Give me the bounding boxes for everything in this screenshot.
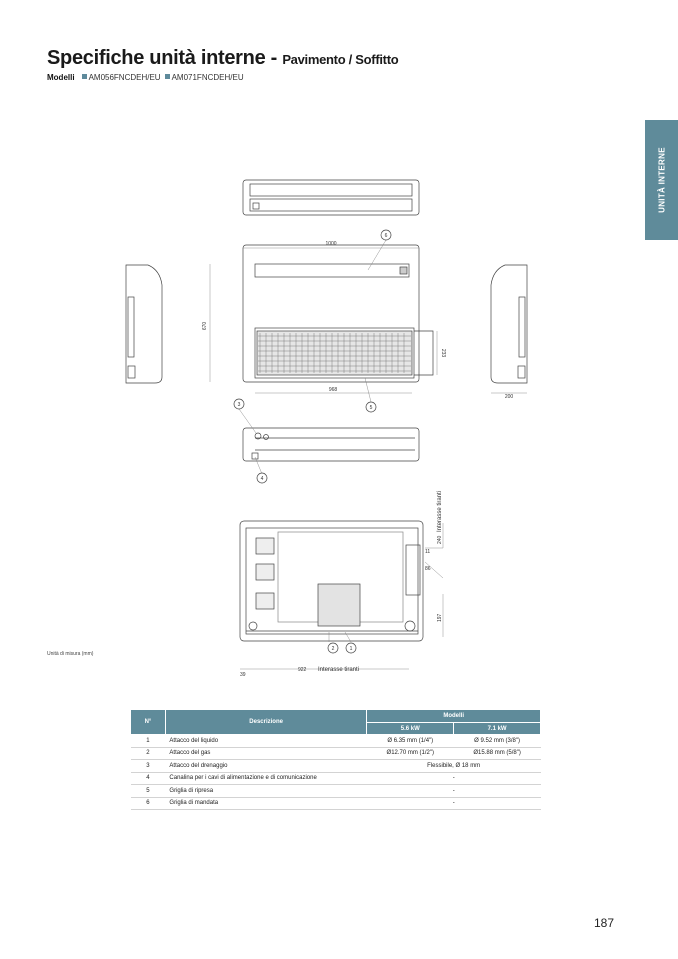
row-value: Ø12.70 mm (1/2") — [367, 747, 454, 760]
title-separator: - — [270, 47, 278, 69]
table-row — [131, 797, 541, 810]
table-row — [131, 747, 541, 760]
table-header-description: Descrizione — [165, 710, 366, 735]
model-name: AM056FNCDEH/EU — [88, 73, 161, 82]
bottom-view-outline — [243, 428, 419, 461]
left-side-view — [126, 265, 162, 383]
table-header-no: N° — [131, 710, 166, 735]
dimension-depth: 200 — [504, 394, 514, 400]
table-row — [131, 785, 541, 798]
row-value: - — [367, 797, 541, 810]
table-header-model-col: 7.1 kW — [454, 723, 541, 735]
row-number: 2 — [131, 747, 166, 760]
table-row — [131, 760, 541, 773]
dimension-right-small: 86 — [425, 566, 431, 572]
table-row — [131, 772, 541, 785]
row-value: Ø 9.52 mm (3/8") — [454, 735, 541, 748]
row-number: 1 — [131, 735, 166, 748]
right-side-view — [491, 265, 527, 393]
row-description: Attacco del liquido — [165, 735, 366, 748]
row-number: 6 — [131, 797, 166, 810]
callout-number: 2 — [331, 646, 335, 652]
table-row — [131, 735, 541, 748]
unit-note: Unità di misura (mm) — [47, 651, 94, 657]
dimension-right-top: 240 — [437, 535, 443, 544]
row-value: Ø15.88 mm (5/8") — [454, 747, 541, 760]
callout-number: 1 — [349, 646, 353, 652]
title-subtitle: Pavimento / Soffitto — [282, 52, 399, 67]
row-value: Ø 6.35 mm (1/4") — [367, 735, 454, 748]
row-description: Attacco del gas — [165, 747, 366, 760]
table-header-model-col: 5.6 kW — [367, 723, 454, 735]
row-description: Canalina per i cavi di alimentazione e di comunicazione — [165, 772, 366, 785]
row-number: 5 — [131, 785, 166, 798]
dimension-bottom-small: 39 — [240, 672, 246, 678]
page-number: 187 — [594, 916, 615, 930]
dimension-width: 1000 — [325, 241, 337, 247]
rear-view-outline — [240, 521, 423, 641]
spec-table — [130, 709, 541, 810]
row-description: Griglia di mandata — [165, 797, 366, 810]
callout-number: 4 — [260, 476, 264, 482]
top-view-outline — [243, 180, 419, 215]
section-side-tab-label: UNITÀ INTERNE — [657, 147, 666, 213]
row-number: 3 — [131, 760, 166, 773]
row-value: - — [367, 772, 541, 785]
table-header-models: Modelli — [367, 710, 541, 723]
model-name: AM071FNCDEH/EU — [171, 73, 244, 82]
dimension-right-label: Interasse tiranti — [437, 490, 443, 532]
dimension-height: 670 — [202, 321, 208, 331]
callout-number: 6 — [384, 233, 388, 239]
dimension-grille-height: 233 — [440, 348, 446, 358]
callout-number: 5 — [369, 405, 373, 411]
row-description: Attacco del drenaggio — [165, 760, 366, 773]
dimension-hanger-label: Interasse tiranti — [318, 667, 360, 673]
row-number: 4 — [131, 772, 166, 785]
row-description: Griglia di ripresa — [165, 785, 366, 798]
callout-number: 3 — [237, 402, 241, 408]
callout-circles — [234, 230, 391, 653]
row-value: Flessibile, Ø 18 mm — [367, 760, 541, 773]
dimension-right-bottom: 197 — [437, 613, 443, 622]
title-main: Specifiche unità interne — [47, 47, 266, 69]
dimension-right-mid: 11 — [425, 549, 431, 555]
models-label: Modelli — [47, 73, 75, 82]
row-value: - — [367, 785, 541, 798]
dimension-hanger-distance: 922 — [298, 667, 307, 673]
dimension-grille-width: 968 — [328, 387, 338, 393]
